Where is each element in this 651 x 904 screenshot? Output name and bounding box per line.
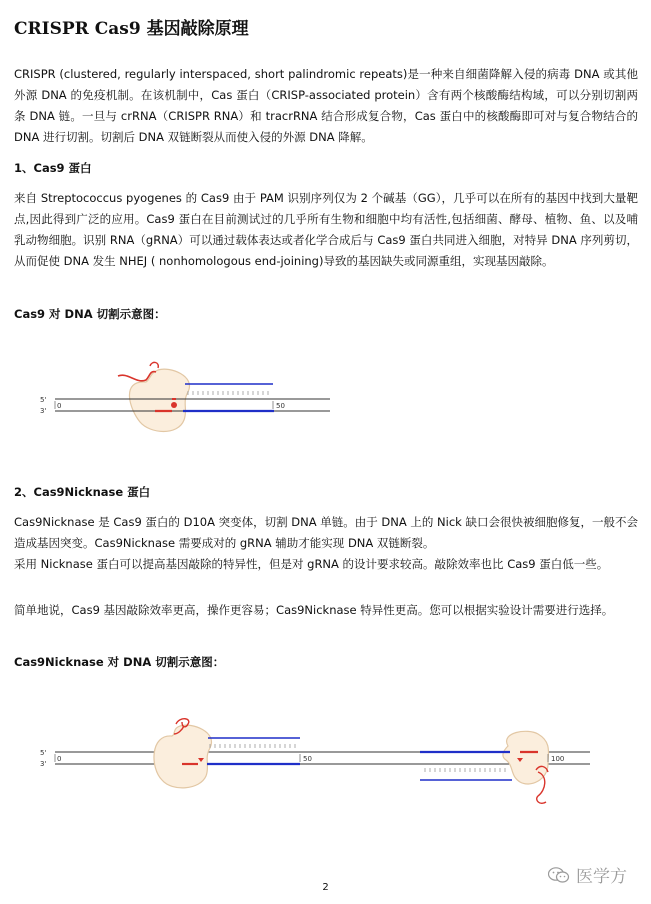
grna-loop-left — [176, 719, 189, 727]
strand-3-label: 3' — [40, 760, 47, 768]
strand-5-label: 5' — [40, 396, 47, 404]
nicknase-cut-diagram — [0, 706, 651, 816]
strand-3-label: 3' — [40, 407, 47, 415]
nicknase-protein-left — [154, 725, 212, 788]
base-ticks-left — [210, 744, 295, 748]
section2-body1: Cas9Nicknase 是 Cas9 蛋白的 D10A 突变体，切割 DNA 单链。由于 DNA 上的 Nick 缺口会很快被细胞修复，一般不会造成基因突变。Cas9Nicknase 需要成对的 gRNA 辅助才能实现 DNA 双链断裂。 — [14, 515, 638, 550]
base-ticks — [188, 391, 268, 395]
grna-tail — [150, 362, 158, 368]
intro-paragraph: CRISPR (clustered, regularly interspaced, short palindromic repeats)是一种来自细菌降解入侵的病毒 DNA 或其他外源 DNA 的免疫机制。在该机制中，Cas 蛋白（CRISP-associated protein）含有两个核酸酶结构域，可以分别切割两条 DNA 链。一旦与 crRNA（CRISPR RNA）和 tracrRNA 结合形成复合物，Cas 蛋白中的核酸酶即可对与复合物结合的 DNA 进行切割。切割后 DNA 双链断裂从而使入侵的外源 DNA 降解。 — [14, 67, 638, 144]
position-mid: 50 — [303, 755, 312, 763]
position-end: 50 — [276, 402, 285, 410]
cas9-protein-shape — [129, 369, 189, 431]
wechat-icon — [548, 866, 570, 884]
section2-body2: 采用 Nicknase 蛋白可以提高基因敲除的特异性，但是对 gRNA 的设计要求较高。敲除效率也比 Cas9 蛋白低一些。 — [14, 557, 609, 571]
strand-5-label: 5' — [40, 749, 47, 757]
page-number: 2 — [322, 882, 329, 893]
cleavage-site — [171, 402, 177, 408]
position-start: 0 — [57, 755, 62, 763]
section1-heading: 1、Cas9 蛋白 — [14, 161, 92, 175]
page-title: CRISPR Cas9 基因敲除原理 — [14, 19, 249, 39]
section1-body: 来自 Streptococcus pyogenes 的 Cas9 由于 PAM 识别序列仅为 2 个碱基（GG），几乎可以在所有的基因中找到大量靶点,因此得到广泛的应用。Cas9 蛋白在目前测试过的几乎所有生物和细胞中均有活性,包括细菌、酵母、植物、鱼、以及哺乳动物细胞。识别 RNA（gRNA）可以通过载体表达或者化学合成后与 Cas9 蛋白共同进入细胞，对特异 DNA 序列剪切，从而促使 DNA 发生 NHEJ ( nonhomologous end-joining)导致的基因缺失或同源重组，实现基因敲除。 — [14, 191, 638, 268]
section2-body3: 简单地说，Cas9 基因敲除效率更高，操作更容易；Cas9Nicknase 特异性更高。您可以根据实验设计需要进行选择。 — [14, 603, 614, 617]
figure2-caption: Cas9Nicknase 对 DNA 切割示意图： — [14, 655, 225, 669]
section2-heading: 2、Cas9Nicknase 蛋白 — [14, 485, 151, 499]
watermark-text: 医学方 — [576, 867, 627, 887]
position-end: 100 — [551, 755, 565, 763]
position-start: 0 — [57, 402, 62, 410]
nicknase-protein-right — [503, 731, 549, 784]
base-ticks-right — [425, 768, 505, 772]
cas9-cut-diagram — [0, 360, 651, 440]
figure1-caption: Cas9 对 DNA 切割示意图： — [14, 307, 166, 321]
